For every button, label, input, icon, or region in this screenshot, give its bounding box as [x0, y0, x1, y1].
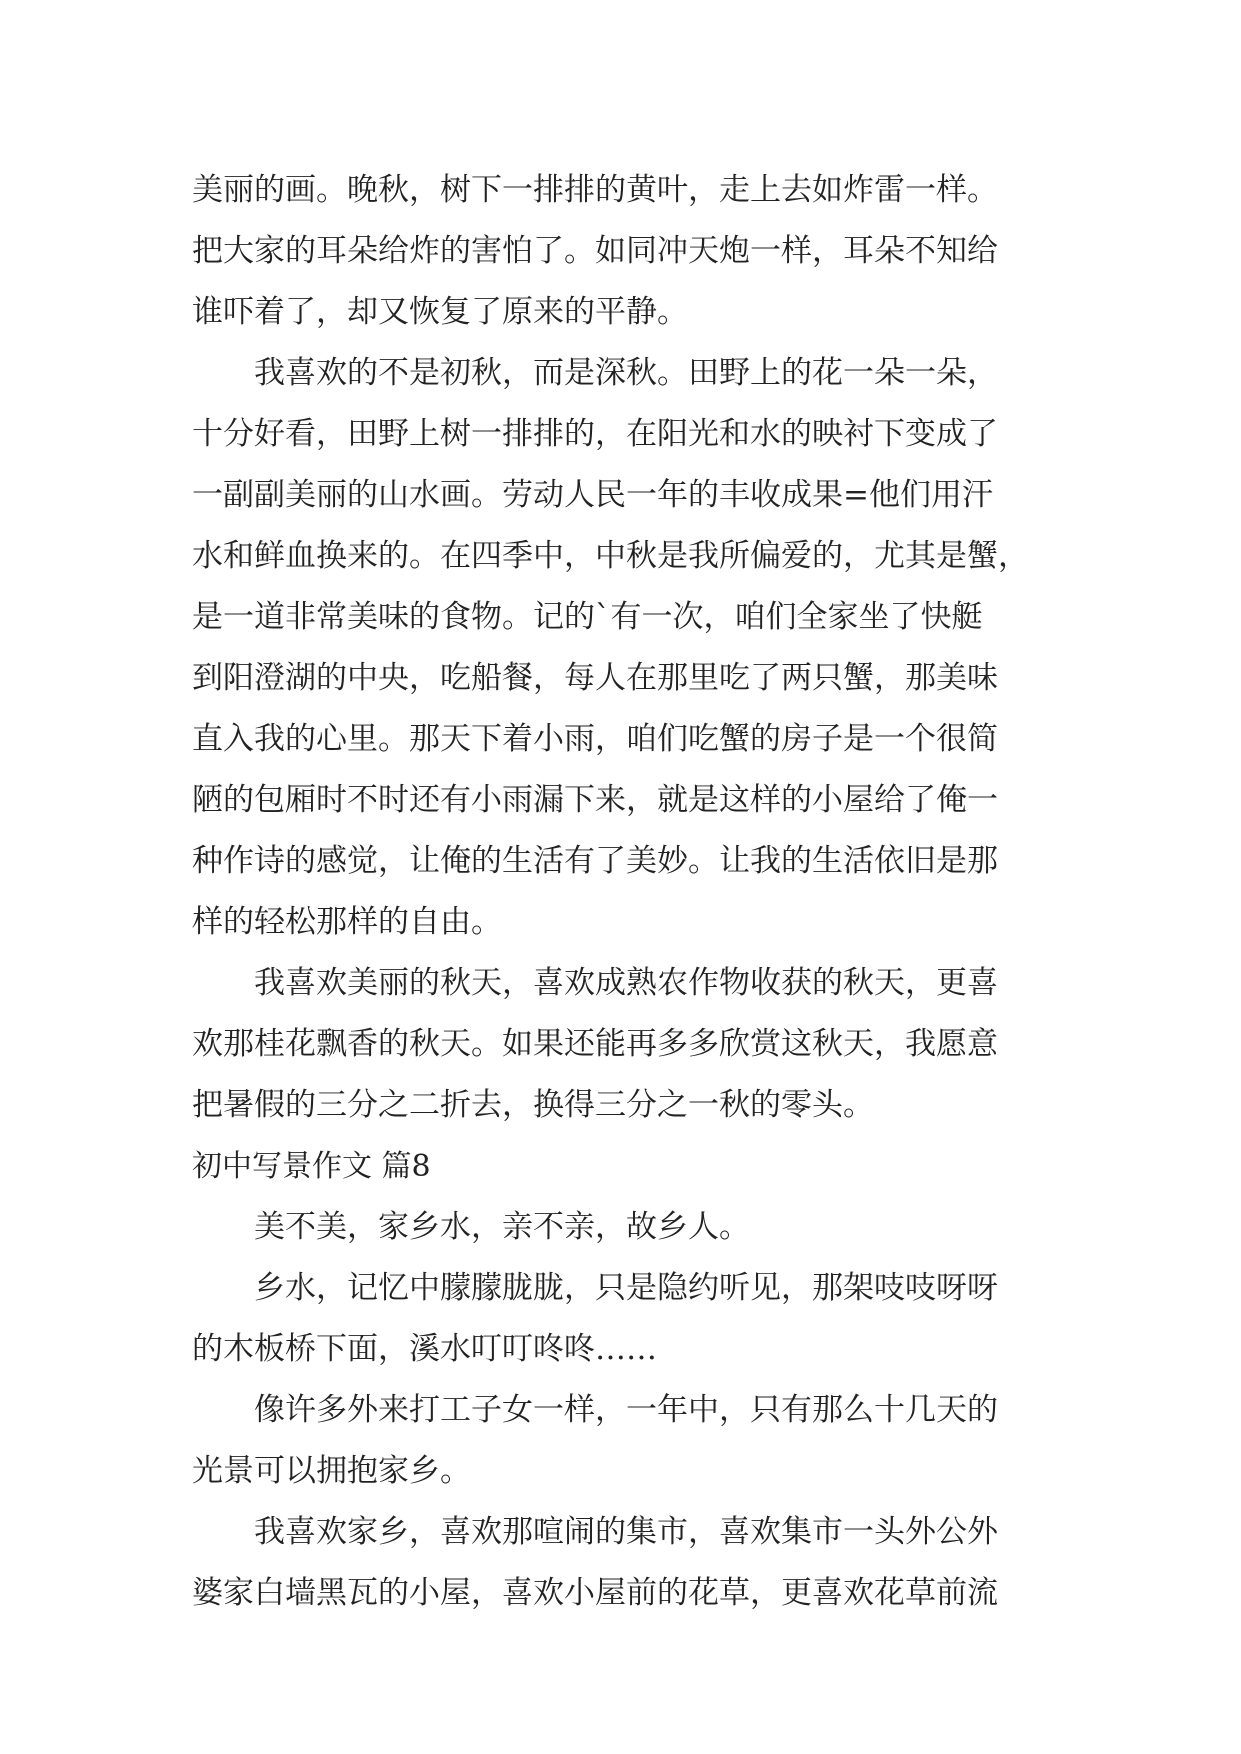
text-line: 是一道非常美味的食物。记的`有一次，咱们全家坐了快艇: [192, 599, 983, 635]
text-line: 种作诗的感觉，让俺的生活有了美妙。让我的生活依旧是那: [192, 843, 998, 879]
text-line: 光景可以拥抱家乡。: [192, 1453, 471, 1489]
section-heading: 初中写景作文 篇8: [192, 1149, 431, 1184]
text-line: 样的轻松那样的自由。: [192, 904, 502, 940]
text-line: 一副副美丽的山水画。劳动人民一年的丰收成果=他们用汗: [192, 477, 993, 513]
text-line: 把暑假的三分之二折去，换得三分之一秋的零头。: [192, 1087, 874, 1123]
text-line: 欢那桂花飘香的秋天。如果还能再多多欣赏这秋天，我愿意: [192, 1026, 998, 1062]
text-line: 水和鲜血换来的。在四季中，中秋是我所偏爱的，尤其是蟹，: [192, 538, 1029, 574]
paragraph-first-line: 像许多外来打工子女一样，一年中，只有那么十几天的: [254, 1392, 998, 1428]
text-line: 的木板桥下面，溪水叮叮咚咚……: [192, 1331, 657, 1367]
text-line: 谁吓着了，却又恢复了原来的平静。: [192, 294, 688, 330]
text-line: 陋的包厢时不时还有小雨漏下来，就是这样的小屋给了俺一: [192, 782, 998, 818]
text-line: 把大家的耳朵给炸的害怕了。如同冲天炮一样，耳朵不知给: [192, 233, 998, 269]
paragraph-first-line: 乡水，记忆中朦朦胧胧，只是隐约听见，那架吱吱呀呀: [254, 1270, 998, 1306]
paragraph-first-line: 我喜欢美丽的秋天，喜欢成熟农作物收获的秋天，更喜: [254, 965, 998, 1001]
text-line: 十分好看，田野上树一排排的，在阳光和水的映衬下变成了: [192, 416, 998, 452]
text-line: 美丽的画。晚秋，树下一排排的黄叶，走上去如炸雷一样。: [192, 172, 998, 208]
paragraph-first-line: 我喜欢的不是初秋，而是深秋。田野上的花一朵一朵，: [254, 355, 998, 391]
text-line: 直入我的心里。那天下着小雨，咱们吃蟹的房子是一个很简: [192, 721, 998, 757]
text-line: 婆家白墙黑瓦的小屋，喜欢小屋前的花草，更喜欢花草前流: [192, 1575, 998, 1611]
text-line: 到阳澄湖的中央，吃船餐，每人在那里吃了两只蟹，那美味: [192, 660, 998, 696]
paragraph-first-line: 美不美，家乡水，亲不亲，故乡人。: [254, 1209, 750, 1245]
document-body: [192, 160, 1072, 1624]
paragraph-first-line: 我喜欢家乡，喜欢那喧闹的集市，喜欢集市一头外公外: [254, 1514, 998, 1550]
